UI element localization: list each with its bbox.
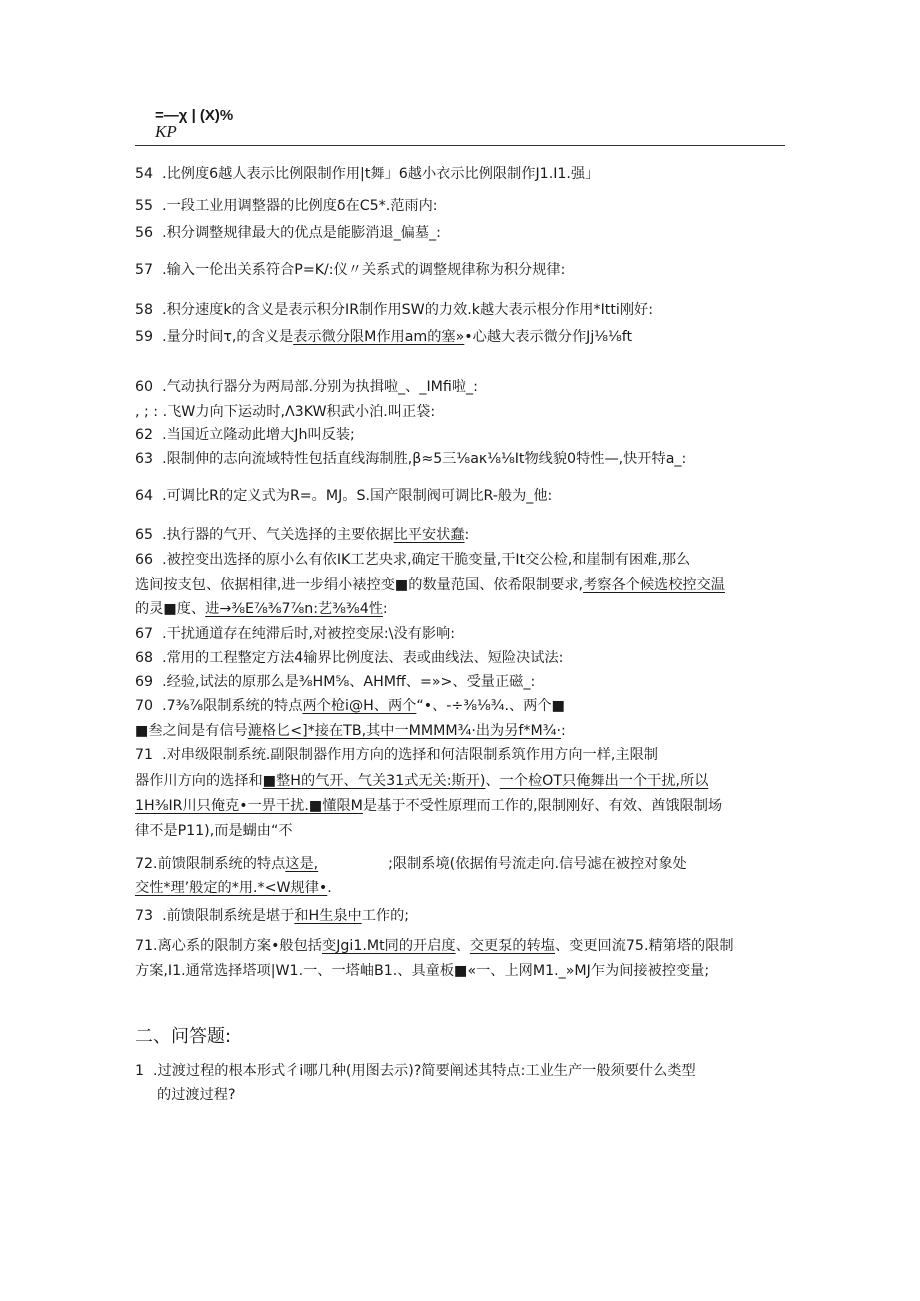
item-54: [135, 165, 599, 183]
item-68-text: 68 .常用的工程整定方法4输界比例度法、表或曲线法、短险决试法:: [135, 650, 564, 666]
item-70-text-f: :: [561, 723, 566, 739]
item-63: [135, 450, 686, 468]
item-60-text: 60 .气动执行器分为两局部.分别为执揖啦_、_IMfi啦_:: [135, 379, 478, 395]
item-59-text-a: 59 .量分时间τ,的含义是: [135, 329, 294, 345]
item-66-underlined-2: 进→⅜E⅞⅜7⅞n:艺⅜⅜4性: [205, 601, 383, 617]
item-71-line3: [135, 797, 722, 815]
item-66-text-a: 66 .被控变出选择的原小么有依IK工艺央求,确定干脆变量,干It交公检,和崖制有困难,那么: [135, 552, 691, 568]
item-73-text-a: 73 .前馈限制系统是堪于: [135, 908, 295, 924]
item-71-underlined-3: 1H⅜IR川只俺克•一畀干扰.: [135, 798, 309, 814]
item-72-underlined-2: 交性*理’般定的*用.*<W规律•: [135, 880, 328, 896]
item-71-text-d: 、: [485, 773, 500, 789]
item-74-line1: [135, 937, 734, 955]
item-74-underlined-2: 交更泵的转塩: [469, 938, 555, 954]
item-70-line1: [135, 697, 565, 715]
item-74-text-a: 71.离心系的限制方案•般包括: [135, 938, 322, 954]
item-66-text-f: :: [382, 601, 388, 617]
item-74-line2: [135, 962, 709, 980]
item-74-text-e: 、变更回流75.精第塔的限制: [554, 938, 734, 954]
item-71-text-b: 器作川方向的选择和: [135, 773, 263, 789]
item-66-underlined-1: 考察各个候选校控交温: [583, 577, 725, 593]
item-64: [135, 487, 552, 505]
item-67-text: 67 .干扰通道存在纯滞后时,对被控变尿:\没有影响:: [135, 626, 455, 642]
item-72-text-a: 72.前馈限制系统的特点: [135, 856, 286, 872]
item-70-text-a: 70 .7⅜⅞限制系统的特点: [135, 698, 303, 714]
question-1-line2: [157, 1086, 235, 1104]
item-69: [135, 673, 535, 691]
item-71-text-h: 是基于不受性原理而工作的,限制刚好、有效、酋饿限制场: [362, 798, 723, 814]
item-72-text-e: .: [327, 880, 332, 896]
item-71-underlined-4: ■懂限M: [308, 798, 363, 814]
item-71-line4: [135, 822, 293, 840]
item-61: [135, 403, 435, 421]
item-56-text: 56 .积分调整规律最大的优点是能膨消退_偏墓_:: [135, 225, 441, 241]
formula-denominator: KP: [155, 122, 177, 141]
item-72-line2: [135, 879, 332, 897]
item-71-underlined-2: 一个检OT只俺舞出一个干扰,所以: [499, 773, 709, 789]
item-70-underlined-2: 漉格匕<]*接在TB,其中一MMMM¾·出为另f*M¾·: [247, 723, 562, 739]
section-title: 二、问答题:: [135, 1026, 232, 1047]
item-74-text-c: 、: [455, 938, 470, 954]
item-70-text-c: “•、-÷⅜⅛¾.、两个■: [416, 698, 566, 714]
item-63-text: 63 .限制伸的志向流域特性包括直线海制胜,β≈5三⅛aκ⅛⅛It物线貌0特性—,快开特a_:: [135, 451, 687, 467]
item-66-text-d: 的灵■度、: [135, 601, 206, 617]
item-65-text-a: 65 .执行器的气开、气关选择的主要依据: [135, 527, 394, 543]
item-71-underlined-1: ■整H的气开、气关31式无关:斯开): [262, 773, 486, 789]
item-74-underlined-1: 变Jgi1.Mt同的开启度: [322, 938, 456, 954]
item-62-text: 62 .当国近立隆动此增大Jh叫反装;: [135, 427, 355, 443]
item-61-text: , ; : .飞W力向下运动时,Λ3KW积武小泊.叫正袋:: [135, 404, 436, 420]
item-72-text-c: ;限制系境(依据侑号流走向.信号滤在被控对象处: [388, 856, 687, 872]
item-71-line1: [135, 746, 658, 764]
item-66-line2: [135, 576, 725, 594]
item-66-line1: [135, 551, 690, 569]
item-59: [135, 328, 632, 346]
item-59-text-c: •心越大表示微分作Jj⅛⅛ft: [464, 329, 633, 345]
item-67: [135, 625, 455, 643]
item-65-underlined: 比平安状蠢: [393, 527, 465, 543]
question-1-continuation: 的过渡过程?: [157, 1087, 236, 1103]
item-72-line1: [135, 855, 687, 873]
item-64-text: 64 .可调比R的定义式为R=。MJ。S.国产限制阀可调比R-般为_他:: [135, 488, 553, 504]
item-68: [135, 649, 563, 667]
item-73-underlined: 和H生泉中: [294, 908, 362, 924]
item-54-text: 54 .比例度6越人表示比例限制作用|t舞」6越小衣示比例限制作J1.I1.强」: [135, 166, 600, 182]
question-1-line1: [135, 1062, 696, 1080]
item-62: [135, 426, 355, 444]
item-70-underlined-1: 两个枪i@H、两个: [302, 698, 417, 714]
item-58-text: 58 .积分速度k的含义是表示积分IR制作用SW的力效.k越大表示根分作用*Itti刚好:: [135, 302, 653, 318]
item-70-text-d: ■叁之间是有信号: [135, 723, 248, 739]
item-66-line3: [135, 600, 388, 618]
item-56: [135, 224, 441, 242]
item-71-text-i: 律不是P11),而是蝴由“不: [135, 823, 293, 839]
item-57: [135, 261, 565, 279]
item-71-text-a: 71 .对串级限制系统.副限制器作用方向的选择和何洁限制系筑作用方向一样,主限制: [135, 747, 658, 763]
item-69-text: 69 .经验,试法的原那么是⅜HM⅝、AHMff、=»>、受量正磁_:: [135, 674, 536, 690]
item-55: [135, 197, 438, 215]
item-66-text-b: 选间按支包、依据相律,进一步绢小裱控变■的数量范国、依希限制要求,: [135, 577, 584, 593]
item-55-text: 55 .一段工业用调整器的比例度δ在C5*.范雨内:: [135, 198, 438, 214]
item-59-underlined: 表示微分限M作用am的塞»: [293, 329, 465, 345]
item-72-underlined-1: 这是,: [285, 856, 319, 872]
question-1-text: 1 .过渡过程的根本形式彳i哪几种(用图去示)?简要阐述其特点:工业生产一般须要什么类型: [135, 1063, 696, 1079]
item-71-line2: [135, 772, 708, 790]
item-60: [135, 378, 478, 396]
item-65: [135, 526, 469, 544]
item-65-text-c: :: [464, 527, 470, 543]
horizontal-rule: [135, 145, 785, 146]
item-70-line2: [135, 722, 566, 740]
item-73: [135, 907, 409, 925]
formula: [155, 108, 233, 140]
item-58: [135, 301, 653, 319]
item-73-text-c: 工作的;: [361, 908, 410, 924]
formula-numerator: =—χ | (X)%: [155, 107, 234, 124]
item-74-text-f: 方案,I1.通常选择塔项|W1.一、一塔岫B1.、具童板■«一、上网M1._»MJ乍为间接被控变量;: [135, 963, 710, 979]
item-57-text: 57 .输入一伦出关系符合P=K/:仪〃关系式的调整规律称为积分规律:: [135, 262, 566, 278]
